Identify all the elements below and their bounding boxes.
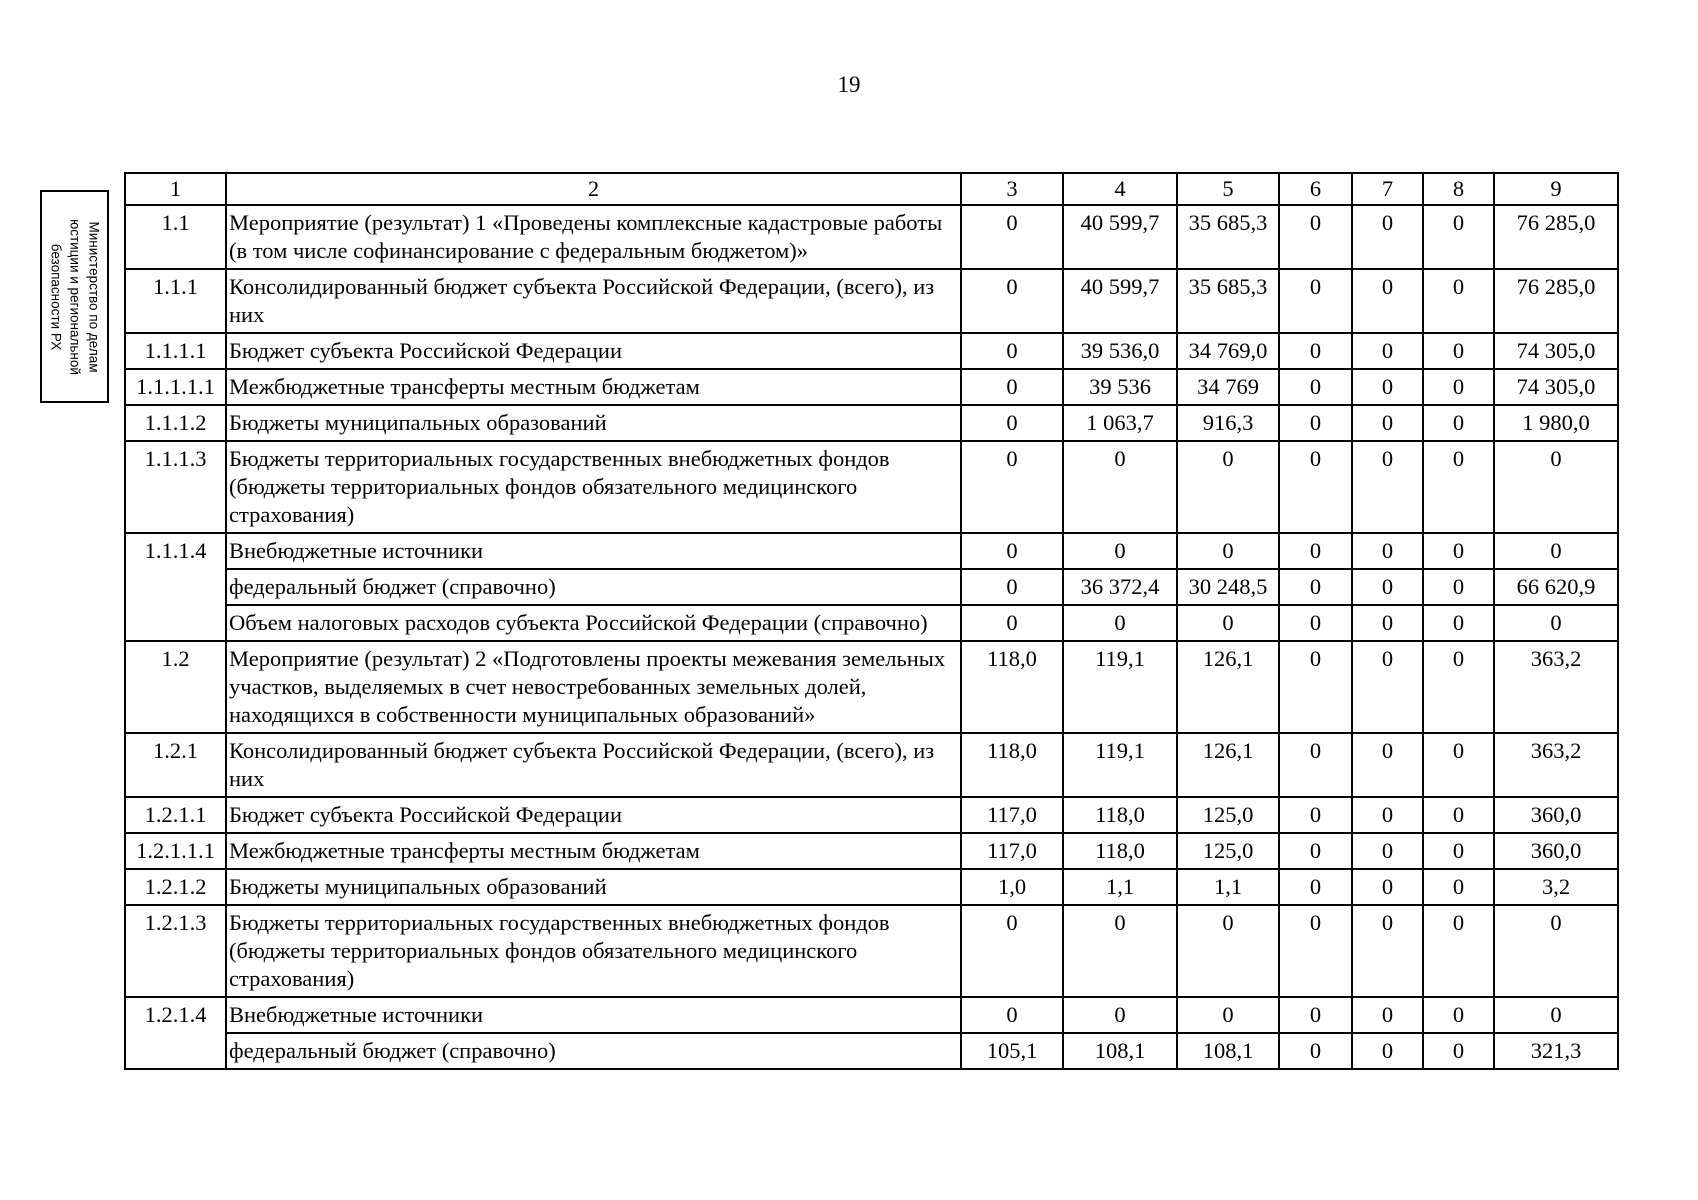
value-cell: 40 599,7 <box>1063 269 1177 333</box>
value-cell: 0 <box>961 605 1063 641</box>
row-code: 1.2.1.4 <box>125 997 226 1069</box>
column-header: 9 <box>1494 173 1618 205</box>
value-cell: 0 <box>1352 997 1423 1033</box>
table-row <box>125 605 1618 641</box>
value-cell: 0 <box>1352 369 1423 405</box>
value-cell: 0 <box>1423 441 1494 533</box>
value-cell: 118,0 <box>961 641 1063 733</box>
row-name: Бюджеты муниципальных образований <box>226 405 961 441</box>
row-name: Бюджет субъекта Российской Федерации <box>226 797 961 833</box>
value-cell: 0 <box>1279 405 1352 441</box>
value-cell: 0 <box>1279 333 1352 369</box>
row-name: Объем налоговых расходов субъекта Российской Федерации (справочно) <box>226 605 961 641</box>
value-cell: 360,0 <box>1494 833 1618 869</box>
row-name: Бюджеты территориальных государственных внебюджетных фондов (бюджеты территориальных фондов обязательного медицинского страхования) <box>226 441 961 533</box>
row-code: 1.2.1.1.1 <box>125 833 226 869</box>
row-code: 1.1.1.2 <box>125 405 226 441</box>
value-cell: 0 <box>1352 441 1423 533</box>
value-cell: 0 <box>1423 733 1494 797</box>
value-cell: 0 <box>1279 1033 1352 1069</box>
value-cell: 34 769 <box>1177 369 1279 405</box>
value-cell: 1 980,0 <box>1494 405 1618 441</box>
value-cell: 0 <box>1177 997 1279 1033</box>
row-name: Консолидированный бюджет субъекта Российской Федерации, (всего), из них <box>226 269 961 333</box>
value-cell: 0 <box>961 569 1063 605</box>
value-cell: 0 <box>1423 797 1494 833</box>
table-row <box>125 269 1618 333</box>
ministry-stamp <box>40 190 109 403</box>
page-number: 19 <box>837 72 861 97</box>
value-cell: 0 <box>1423 205 1494 269</box>
value-cell: 36 372,4 <box>1063 569 1177 605</box>
value-cell: 0 <box>1494 533 1618 569</box>
column-header: 4 <box>1063 173 1177 205</box>
value-cell: 0 <box>1177 605 1279 641</box>
value-cell: 0 <box>1352 269 1423 333</box>
value-cell: 108,1 <box>1063 1033 1177 1069</box>
value-cell: 126,1 <box>1177 733 1279 797</box>
value-cell: 40 599,7 <box>1063 205 1177 269</box>
stamp-line: безопасности РХ <box>48 243 63 350</box>
table-row <box>125 833 1618 869</box>
value-cell: 0 <box>1352 569 1423 605</box>
value-cell: 35 685,3 <box>1177 205 1279 269</box>
value-cell: 0 <box>1352 333 1423 369</box>
table-row <box>125 333 1618 369</box>
row-code: 1.1.1.3 <box>125 441 226 533</box>
value-cell: 0 <box>1352 733 1423 797</box>
row-name: Межбюджетные трансферты местным бюджетам <box>226 369 961 405</box>
value-cell: 118,0 <box>1063 833 1177 869</box>
value-cell: 0 <box>961 333 1063 369</box>
table-header-row <box>125 173 1618 205</box>
value-cell: 0 <box>1279 997 1352 1033</box>
row-name: Мероприятие (результат) 2 «Подготовлены проекты межевания земельных участков, выделяемых в счет невостребованных земельных долей, находящихся в собственности муниципальных образований» <box>226 641 961 733</box>
column-header: 5 <box>1177 173 1279 205</box>
value-cell: 0 <box>1352 533 1423 569</box>
value-cell: 39 536,0 <box>1063 333 1177 369</box>
row-name: федеральный бюджет (справочно) <box>226 569 961 605</box>
value-cell: 66 620,9 <box>1494 569 1618 605</box>
value-cell: 0 <box>1352 205 1423 269</box>
value-cell: 0 <box>1279 533 1352 569</box>
column-header: 7 <box>1352 173 1423 205</box>
value-cell: 0 <box>1423 905 1494 997</box>
value-cell: 0 <box>1279 605 1352 641</box>
row-code: 1.2.1.1 <box>125 797 226 833</box>
value-cell: 1 063,7 <box>1063 405 1177 441</box>
value-cell: 119,1 <box>1063 641 1177 733</box>
value-cell: 363,2 <box>1494 641 1618 733</box>
column-header: 1 <box>125 173 226 205</box>
row-name: Мероприятие (результат) 1 «Проведены комплексные кадастровые работы (в том числе софинансирование с федеральным бюджетом)» <box>226 205 961 269</box>
table-row <box>125 641 1618 733</box>
value-cell: 0 <box>1063 905 1177 997</box>
value-cell: 0 <box>1494 441 1618 533</box>
value-cell: 0 <box>961 997 1063 1033</box>
row-code: 1.2.1.3 <box>125 905 226 997</box>
value-cell: 360,0 <box>1494 797 1618 833</box>
value-cell: 916,3 <box>1177 405 1279 441</box>
row-code: 1.1 <box>125 205 226 269</box>
value-cell: 118,0 <box>1063 797 1177 833</box>
table-body <box>125 205 1618 1069</box>
value-cell: 0 <box>1279 569 1352 605</box>
value-cell: 0 <box>1423 533 1494 569</box>
value-cell: 0 <box>1063 533 1177 569</box>
row-name: Бюджет субъекта Российской Федерации <box>226 333 961 369</box>
value-cell: 108,1 <box>1177 1033 1279 1069</box>
value-cell: 0 <box>1177 441 1279 533</box>
value-cell: 0 <box>1352 641 1423 733</box>
value-cell: 0 <box>1423 333 1494 369</box>
value-cell: 0 <box>1352 869 1423 905</box>
value-cell: 125,0 <box>1177 833 1279 869</box>
stamp-line: юстиции и региональной <box>67 218 82 375</box>
row-code: 1.2.1 <box>125 733 226 797</box>
value-cell: 0 <box>1352 405 1423 441</box>
table-row <box>125 797 1618 833</box>
row-code: 1.2 <box>125 641 226 733</box>
value-cell: 0 <box>1063 441 1177 533</box>
value-cell: 0 <box>1423 641 1494 733</box>
stamp-text <box>46 192 103 401</box>
row-name: Межбюджетные трансферты местным бюджетам <box>226 833 961 869</box>
table-row <box>125 869 1618 905</box>
value-cell: 0 <box>1423 269 1494 333</box>
value-cell: 76 285,0 <box>1494 205 1618 269</box>
value-cell: 0 <box>1494 905 1618 997</box>
value-cell: 0 <box>1279 833 1352 869</box>
column-header: 6 <box>1279 173 1352 205</box>
value-cell: 105,1 <box>961 1033 1063 1069</box>
row-name: Консолидированный бюджет субъекта Российской Федерации, (всего), из них <box>226 733 961 797</box>
table-row <box>125 569 1618 605</box>
value-cell: 321,3 <box>1494 1033 1618 1069</box>
value-cell: 1,0 <box>961 869 1063 905</box>
value-cell: 1,1 <box>1063 869 1177 905</box>
value-cell: 0 <box>961 369 1063 405</box>
column-header: 3 <box>961 173 1063 205</box>
value-cell: 1,1 <box>1177 869 1279 905</box>
column-header: 2 <box>226 173 961 205</box>
value-cell: 0 <box>1423 997 1494 1033</box>
value-cell: 0 <box>1423 405 1494 441</box>
row-name: Бюджеты территориальных государственных внебюджетных фондов (бюджеты территориальных фондов обязательного медицинского страхования) <box>226 905 961 997</box>
value-cell: 0 <box>1279 797 1352 833</box>
row-code: 1.1.1.1 <box>125 333 226 369</box>
row-name: Внебюджетные источники <box>226 533 961 569</box>
table-row <box>125 369 1618 405</box>
value-cell: 0 <box>1063 997 1177 1033</box>
row-code: 1.1.1.1.1 <box>125 369 226 405</box>
value-cell: 0 <box>1279 269 1352 333</box>
value-cell: 119,1 <box>1063 733 1177 797</box>
value-cell: 117,0 <box>961 797 1063 833</box>
value-cell: 76 285,0 <box>1494 269 1618 333</box>
value-cell: 0 <box>1423 369 1494 405</box>
value-cell: 0 <box>1352 605 1423 641</box>
value-cell: 0 <box>961 533 1063 569</box>
table-row <box>125 205 1618 269</box>
value-cell: 0 <box>1423 833 1494 869</box>
value-cell: 0 <box>1279 205 1352 269</box>
table-row <box>125 1033 1618 1069</box>
value-cell: 0 <box>1352 905 1423 997</box>
value-cell: 34 769,0 <box>1177 333 1279 369</box>
value-cell: 74 305,0 <box>1494 333 1618 369</box>
value-cell: 0 <box>1063 605 1177 641</box>
value-cell: 126,1 <box>1177 641 1279 733</box>
table-row <box>125 533 1618 569</box>
value-cell: 117,0 <box>961 833 1063 869</box>
value-cell: 0 <box>1279 441 1352 533</box>
column-header: 8 <box>1423 173 1494 205</box>
value-cell: 363,2 <box>1494 733 1618 797</box>
value-cell: 0 <box>1279 369 1352 405</box>
table-row <box>125 905 1618 997</box>
value-cell: 0 <box>1177 905 1279 997</box>
value-cell: 0 <box>1423 869 1494 905</box>
value-cell: 0 <box>1279 905 1352 997</box>
value-cell: 39 536 <box>1063 369 1177 405</box>
value-cell: 3,2 <box>1494 869 1618 905</box>
row-name: Бюджеты муниципальных образований <box>226 869 961 905</box>
value-cell: 0 <box>1423 1033 1494 1069</box>
value-cell: 0 <box>1352 1033 1423 1069</box>
row-name: Внебюджетные источники <box>226 997 961 1033</box>
value-cell: 0 <box>961 441 1063 533</box>
value-cell: 0 <box>1279 641 1352 733</box>
value-cell: 30 248,5 <box>1177 569 1279 605</box>
value-cell: 0 <box>961 405 1063 441</box>
value-cell: 74 305,0 <box>1494 369 1618 405</box>
value-cell: 0 <box>1352 797 1423 833</box>
value-cell: 0 <box>1177 533 1279 569</box>
table-row <box>125 405 1618 441</box>
row-code: 1.2.1.2 <box>125 869 226 905</box>
stamp-line: Министерство по делам <box>86 221 101 372</box>
value-cell: 0 <box>1494 605 1618 641</box>
budget-table <box>124 172 1619 1070</box>
value-cell: 35 685,3 <box>1177 269 1279 333</box>
row-code: 1.1.1.4 <box>125 533 226 641</box>
value-cell: 0 <box>961 905 1063 997</box>
value-cell: 125,0 <box>1177 797 1279 833</box>
value-cell: 0 <box>1423 569 1494 605</box>
value-cell: 0 <box>961 205 1063 269</box>
value-cell: 0 <box>1423 605 1494 641</box>
row-name: федеральный бюджет (справочно) <box>226 1033 961 1069</box>
table-row <box>125 733 1618 797</box>
row-code: 1.1.1 <box>125 269 226 333</box>
table-row <box>125 441 1618 533</box>
value-cell: 0 <box>1279 733 1352 797</box>
value-cell: 0 <box>1279 869 1352 905</box>
value-cell: 118,0 <box>961 733 1063 797</box>
value-cell: 0 <box>1352 833 1423 869</box>
value-cell: 0 <box>1494 997 1618 1033</box>
table-row <box>125 997 1618 1033</box>
value-cell: 0 <box>961 269 1063 333</box>
